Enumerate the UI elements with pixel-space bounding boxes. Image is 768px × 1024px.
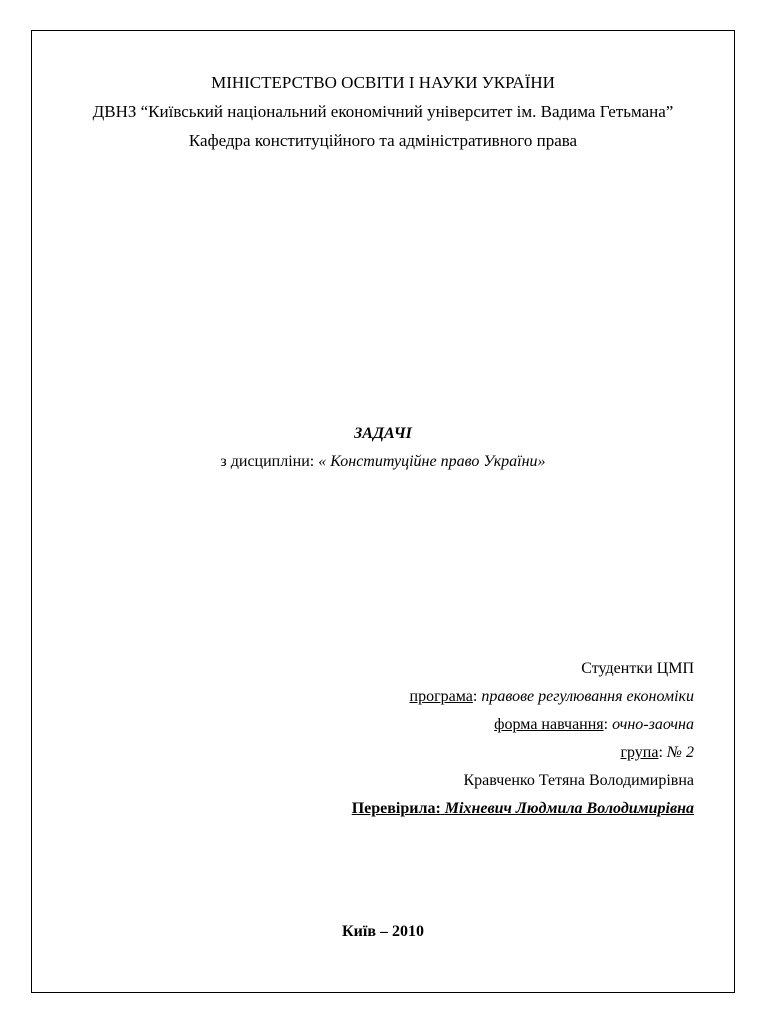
city-year: Київ – 2010 bbox=[342, 923, 424, 940]
program-colon: : bbox=[472, 688, 482, 705]
group-line bbox=[352, 739, 694, 767]
discipline-line bbox=[31, 448, 735, 476]
group-colon: : bbox=[658, 744, 667, 761]
student-name: Кравченко Тетяна Володимирівна bbox=[463, 772, 694, 789]
department-name: Кафедра конституційного та адміністративного права bbox=[188, 131, 578, 150]
program-value: правове регулювання економіки bbox=[481, 688, 694, 705]
study-form-colon: : bbox=[603, 716, 613, 733]
group-value: № 2 bbox=[666, 744, 694, 761]
discipline-name: « Конституційне право України» bbox=[318, 453, 546, 470]
study-form-value: очно-заочна bbox=[612, 716, 694, 733]
checked-by-label: Перевірила: bbox=[351, 800, 441, 817]
document-title: ЗАДАЧІ bbox=[354, 425, 412, 442]
header-block bbox=[31, 68, 735, 155]
program-label: програма bbox=[409, 688, 473, 705]
study-form-line bbox=[352, 711, 694, 739]
checked-by-line bbox=[352, 795, 694, 823]
study-form-label: форма навчання bbox=[494, 716, 604, 733]
university-name: ДВНЗ “Київський національний економічний університет ім. Вадима Гетьмана” bbox=[92, 102, 674, 121]
group-label: група bbox=[620, 744, 659, 761]
student-info-block bbox=[352, 655, 694, 823]
discipline-prefix: з дисципліни: bbox=[220, 453, 319, 470]
footer-block bbox=[31, 918, 735, 946]
title-block bbox=[31, 420, 735, 476]
checked-by-name: Міхневич Людмила Володимирівна bbox=[444, 800, 694, 817]
student-heading: Студентки ЦМП bbox=[581, 660, 694, 677]
page-border bbox=[31, 30, 735, 993]
program-line bbox=[352, 683, 694, 711]
ministry-title: МІНІСТЕРСТВО ОСВІТИ І НАУКИ УКРАЇНИ bbox=[211, 73, 555, 92]
